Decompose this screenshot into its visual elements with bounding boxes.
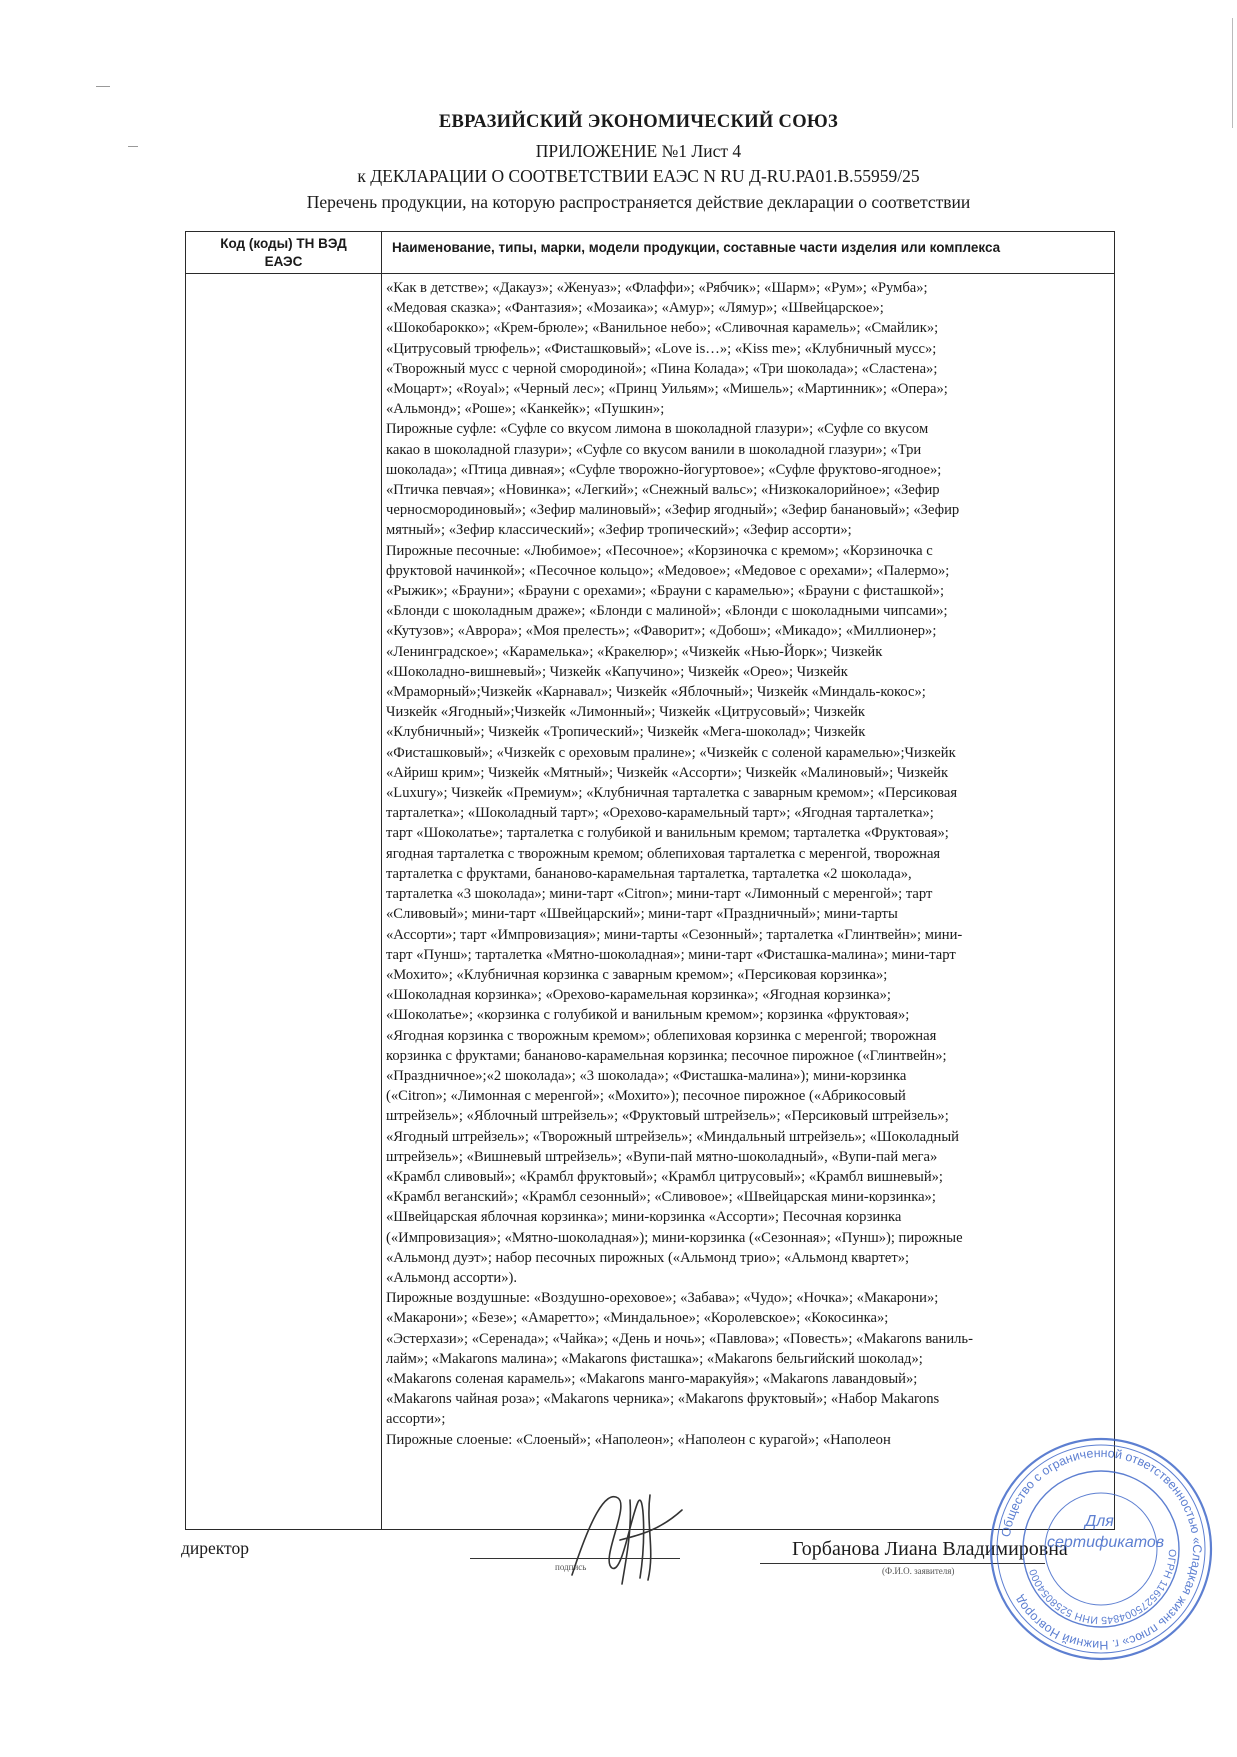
col-header-code-line2: ЕАЭС xyxy=(264,254,303,269)
product-line: «Крамбл сливовый»; «Крамбл фруктовый»; «Крамбл цитрусовый»; «Крамбл вишневый»; xyxy=(386,1168,943,1185)
union-title: ЕВРАЗИЙСКИЙ ЭКОНОМИЧЕСКИЙ СОЮЗ xyxy=(438,112,839,132)
product-line: «Альмонд ассорти»). xyxy=(386,1269,518,1286)
product-line: «Мохито»; «Клубничная корзинка с заварным кремом»; «Персиковая корзинка»; xyxy=(386,966,888,983)
product-line: («Citron»; «Лимонная с меренгой»; «Мохито»); песочное пирожное («Абрикосовый xyxy=(386,1088,906,1105)
product-line: штрейзель»; «Вишневый штрейзель»; «Вупи-пай мятно-шоколадный», «Вупи-пай мега» xyxy=(386,1148,938,1165)
product-line: тарталетка с фруктами, бананово-карамельная тарталетка, тарталетка «2 шоколада», xyxy=(386,865,912,882)
product-line: «Шоколадно-вишневый»; Чизкейк «Капучино»; Чизкейк «Орео»; Чизкейк xyxy=(386,663,848,680)
product-table xyxy=(185,231,1115,1530)
product-line: «Шокобарокко»; «Крем-брюле»; «Ванильное небо»; «Сливочная карамель»; «Смайлик»; xyxy=(386,320,939,337)
col-header-code xyxy=(186,232,382,274)
product-line: («Импровизация»; «Мятно-шоколадная»); мини-корзинка («Сезонная»; «Пунш»); пирожные xyxy=(386,1229,963,1246)
handwritten-signature xyxy=(560,1480,690,1590)
product-line: «Праздничное»;«2 шоколада»; «3 шоколада»; «Фисташка-малина»); мини-корзинка xyxy=(386,1067,907,1084)
product-line: «Клубничный»; Чизкейк «Тропический»; Чизкейк «Мега-шоколад»; Чизкейк xyxy=(386,724,866,741)
product-line: Чизкейк «Ягодный»;Чизкейк «Лимонный»; Чизкейк «Цитрусовый»; Чизкейк xyxy=(386,704,865,721)
scan-mark xyxy=(96,86,110,87)
product-line: лайм»; «Makarons малина»; «Makarons фисташка»; «Makarons бельгийский шоколад»; xyxy=(386,1350,923,1367)
seal-center-line2: сертификатов xyxy=(1047,1534,1165,1551)
product-line: фруктовой начинкой»; «Песочное кольцо»; «Медовое»; «Медовое с орехами»; «Палермо»; xyxy=(386,562,950,579)
product-line: «Моцарт»; «Royal»; «Черный лес»; «Принц Уильям»; «Мишель»; «Мартинник»; «Опера»; xyxy=(386,381,948,398)
product-line: «Фисташковый»; «Чизкейк с ореховым пралине»; «Чизкейк с соленой карамелью»;Чизкейк xyxy=(386,744,956,761)
product-line: тарт «Пунш»; тарталетка «Мятно-шоколадная»; мини-тарт «Фисташка-малина»; мини-тарт xyxy=(386,946,956,963)
declaration-number: к ДЕКЛАРАЦИИ О СООТВЕТСТВИИ ЕАЭС N RU Д-RU.РА01.В.55959/25 xyxy=(357,166,920,186)
product-line: «Эстерхази»; «Серенада»; «Чайка»; «День и ночь»; «Павлова»; «Повесть»; «Makarons ваниль- xyxy=(386,1330,973,1347)
product-line: «Сливовый»; мини-тарт «Швейцарский»; мини-тарт «Праздничный»; мини-тарты xyxy=(386,906,898,923)
product-line: черносмородиновый»; «Зефир малиновый»; «Зефир ягодный»; «Зефир банановый»; «Зефир xyxy=(386,502,960,519)
product-line: «Айриш крим»; Чизкейк «Мятный»; Чизкейк «Ассорти»; Чизкейк «Малиновый»; Чизкейк xyxy=(386,764,949,781)
product-line: тарталетка «3 шоколада»; мини-тарт «Citron»; мини-тарт «Лимонный с меренгой»; тарт xyxy=(386,886,933,903)
product-line: Пирожные воздушные: «Воздушно-ореховое»; «Забава»; «Чудо»; «Ночка»; «Макарони»; xyxy=(386,1290,939,1307)
product-line: «Рыжик»; «Брауни»; «Брауни с орехами»; «Брауни с карамелью»; «Брауни с фисташкой»; xyxy=(386,583,945,600)
signer-role: директор xyxy=(181,1538,249,1558)
product-line: какао в шоколадной глазури»; «Суфле со вкусом ванили в шоколадной глазури»; «Три xyxy=(386,441,922,458)
product-line: «Цитрусовый трюфель»; «Фисташковый»; «Love is…»; «Kiss me»; «Клубничный мусс»; xyxy=(386,340,937,357)
product-line: мятный»; «Зефир классический»; «Зефир тропический»; «Зефир ассорти»; xyxy=(386,522,852,539)
product-line: «Кутузов»; «Аврора»; «Моя прелесть»; «Фаворит»; «Добош»; «Микадо»; «Миллионер»; xyxy=(386,623,937,640)
product-line: «Альмонд»; «Роше»; «Канкейк»; «Пушкин»; xyxy=(386,401,665,418)
product-line: «Творожный мусс с черной смородиной»; «Пина Колада»; «Три шоколада»; «Сластена»; xyxy=(386,360,938,377)
product-line: «Птичка певчая»; «Новинка»; «Легкий»; «Снежный вальс»; «Низкокалорийное»; «Зефир xyxy=(386,482,940,499)
table-header-row xyxy=(186,232,1115,274)
col-header-code-line1: Код (коды) ТН ВЭД xyxy=(220,236,347,251)
product-line: «Блонди с шоколадным драже»; «Блонди с малиной»; «Блонди с шоколадными чипсами»; xyxy=(386,603,948,620)
appendix-sheet: ПРИЛОЖЕНИЕ №1 Лист 4 xyxy=(535,141,742,161)
seal-center-line1: Для xyxy=(1085,1513,1114,1530)
code-cell xyxy=(186,274,382,1530)
product-line: Пирожные суфле: «Суфле со вкусом лимона в шоколадной глазури»; «Суфле со вкусом xyxy=(386,421,929,438)
name-caption: (Ф.И.О. заявителя) xyxy=(882,1566,955,1576)
col-header-name: Наименование, типы, марки, модели продукции, составные части изделия или комплекса xyxy=(382,232,1115,274)
product-line: ассорти»; xyxy=(386,1411,446,1428)
product-line: «Макарони»; «Безе»; «Амаретто»; «Миндальное»; «Королевское»; «Кокосинка»; xyxy=(386,1310,889,1327)
product-line: «Мраморный»;Чизкейк «Карнавал»; Чизкейк «Яблочный»; Чизкейк «Миндаль-кокос»; xyxy=(386,684,926,701)
product-line: «Крамбл веганский»; «Крамбл сезонный»; «Сливовое»; «Швейцарская мини-корзинка»; xyxy=(386,1189,936,1206)
product-line: тарталетка»; «Шоколадный тарт»; «Орехово-карамельный тарт»; «Ягодная тарталетка»; xyxy=(386,805,934,822)
product-line: «Шоколатье»; «корзинка с голубикой и ванильным кремом»; корзинка «фруктовая»; xyxy=(386,1007,910,1024)
signature-caption: подпись xyxy=(555,1562,587,1572)
signer-full-name: Горбанова Лиана Владимировна xyxy=(792,1538,1068,1560)
product-line: «Швейцарская яблочная корзинка»; мини-корзинка «Ассорти»; Песочная корзинка xyxy=(386,1209,902,1226)
product-line: Пирожные песочные: «Любимое»; «Песочное»; «Корзиночка с кремом»; «Корзиночка с xyxy=(386,542,933,559)
product-line: «Luxury»; Чизкейк «Премиум»; «Клубничная тарталетка с заварным кремом»; «Персиковая xyxy=(386,785,958,802)
product-line: Пирожные слоеные: «Слоеный»; «Наполеон»; «Наполеон с курагой»; «Наполеон xyxy=(386,1431,891,1448)
product-line: «Как в детстве»; «Дакауз»; «Женуаз»; «Флаффи»; «Рябчик»; «Шарм»; «Рум»; «Румба»; xyxy=(386,280,928,296)
product-line: «Makarons чайная роза»; «Makarons черника»; «Makarons фруктовый»; «Набор Makarons xyxy=(386,1391,940,1408)
product-line: «Ягодный штрейзель»; «Творожный штрейзель»; «Миндальный штрейзель»; «Шоколадный xyxy=(386,1128,959,1145)
company-seal xyxy=(985,1433,1217,1665)
product-line: «Альмонд дуэт»; набор песочных пирожных («Альмонд трио»; «Альмонд квартет»; xyxy=(386,1249,910,1266)
product-list-caption: Перечень продукции, на которую распространяется действие декларации о соответствии xyxy=(306,192,971,212)
product-line: «Ленинградское»; «Карамелька»; «Кракелюр»; «Чизкейк «Нью-Йорк»; Чизкейк xyxy=(386,643,883,660)
product-line: шоколада»; «Птица дивная»; «Суфле творожно-йогуртовое»; «Суфле фруктово-ягодное»; xyxy=(386,461,942,478)
seal-outer-text: Общество с ограниченной ответственностью «Сладкая жизнь плюс» г. Нижний Новгород xyxy=(998,1445,1205,1653)
product-line: «Шоколадная корзинка»; «Орехово-карамельная корзинка»; «Ягодная корзинка»; xyxy=(386,987,891,1004)
product-line: корзинка с фруктами; бананово-карамельная корзинка; песочное пирожное («Глинтвейн»; xyxy=(386,1047,947,1064)
product-line: «Makarons соленая карамель»; «Makarons манго-маракуйя»; «Makarons лавандовый»; xyxy=(386,1370,918,1387)
product-lines xyxy=(386,278,1108,1450)
product-line: ягодная тарталетка с творожным кремом; облепиховая тарталетка с меренгой, творожная xyxy=(386,845,941,862)
product-line: штрейзель»; «Яблочный штрейзель»; «Фруктовый штрейзель»; «Персиковый штрейзель»; xyxy=(386,1108,949,1125)
seal-inner-text: ОГРН 1165275004845 ИНН 5258054000 xyxy=(1027,1548,1179,1627)
product-line: тарт «Шоколатье»; тарталетка с голубикой и ванильным кремом; тарталетка «Фруктовая»; xyxy=(386,825,949,842)
product-names-cell xyxy=(382,274,1115,1530)
table-row xyxy=(186,274,1115,1530)
product-line: «Медовая сказка»; «Фантазия»; «Мозаика»; «Амур»; «Лямур»; «Швейцарское»; xyxy=(386,300,884,317)
product-line: «Ассорти»; тарт «Импровизация»; мини-тарты «Сезонный»; тарталетка «Глинтвейн»; мини- xyxy=(386,926,963,943)
product-line: «Ягодная корзинка с творожным кремом»; облепиховая корзинка с меренгой; творожная xyxy=(386,1027,937,1044)
